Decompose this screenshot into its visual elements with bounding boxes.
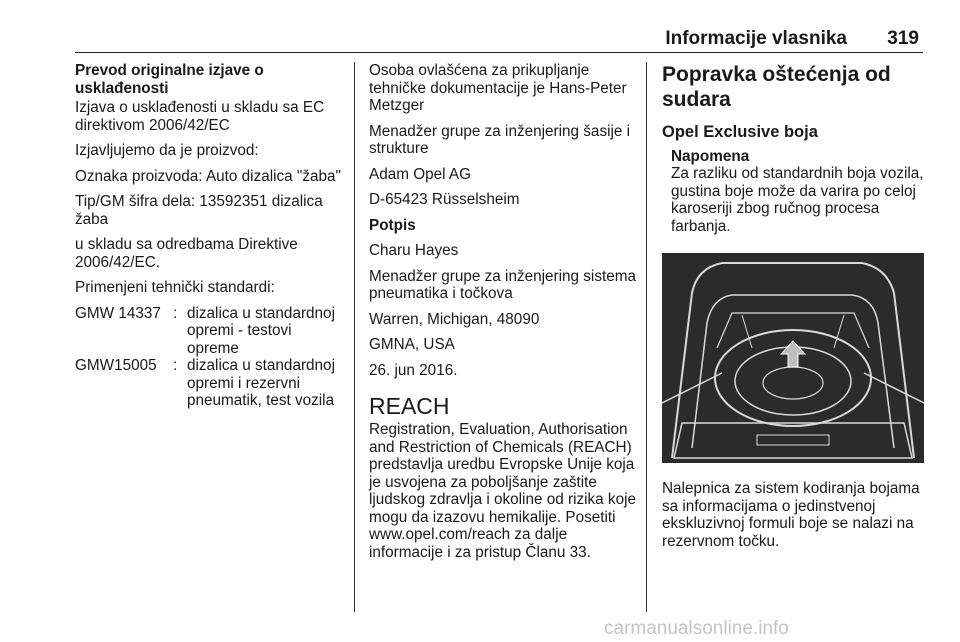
paragraph: u skladu sa odredbama Direktive 2006/42/EC. <box>75 236 298 271</box>
standard-row <box>75 305 343 358</box>
paragraph: GMNA, USA <box>369 336 455 353</box>
column-divider <box>646 62 647 612</box>
paragraph: Tip/GM šifra dela: 13592351 dizalica žaba <box>75 193 323 228</box>
column-divider <box>354 62 355 612</box>
paragraph: D-65423 Rüsselsheim <box>369 191 520 208</box>
watermark: carmanualsonline.info <box>604 618 789 639</box>
trunk-illustration <box>662 253 924 463</box>
trunk-spare-wheel-drawing <box>662 253 924 463</box>
reach-paragraph: Registration, Evaluation, Authorisation and Restriction of Chemicals (REACH) predstavlja uredbu Evropske Unije koja je usvojena za poboljšanje zaštite ljudskog zdravlja i okoline od rizika koje mogu da izazovu hemikalije. Posetiti www.opel.com/reach za dalje informacije i za pristup Članu 33. <box>369 421 636 561</box>
column-right <box>662 62 930 235</box>
paragraph: Menadžer grupe za inženjering sistema pneumatika i točkova <box>369 267 636 302</box>
illustration-caption: Nalepnica za sistem kodiranja bojama sa informacijama o jedinstvenoj ekskluzivnoj formuli boje se nalazi na rezervnom točku. <box>662 480 920 550</box>
header-title: Informacije vlasnika <box>665 28 847 49</box>
standard-description: dizalica u standardnoj opremi i rezervni pneumatik, test vozila <box>187 357 335 409</box>
section-heading: Prevod originalne izjave o usklađenosti <box>75 62 264 97</box>
paragraph: Charu Hayes <box>369 242 459 259</box>
paragraph: Primenjeni tehnički standardi: <box>75 279 275 296</box>
column-left <box>75 62 343 410</box>
reach-heading: REACH <box>369 393 450 419</box>
column-middle <box>369 62 641 569</box>
paragraph: Adam Opel AG <box>369 165 472 183</box>
paragraph: Izjava o usklađenosti u skladu sa EC direktivom 2006/42/EC <box>75 99 325 134</box>
paragraph: 26. jun 2016. <box>369 361 458 379</box>
standard-row <box>75 357 343 410</box>
section-title: Popravka oštećenja od sudara <box>662 63 891 111</box>
standard-code: GMW 14337 <box>75 304 161 322</box>
paragraph: Menadžer grupe za inženjering šasije i strukture <box>369 122 631 157</box>
standard-description: dizalica u standardnoj opremi - testovi opreme <box>187 304 335 357</box>
page-number: 319 <box>887 28 919 49</box>
standard-code: GMW15005 <box>75 357 157 374</box>
section-subtitle: Opel Exclusive boja <box>662 123 818 141</box>
note-heading: Napomena <box>671 147 750 165</box>
paragraph: Warren, Michigan, 48090 <box>369 310 540 328</box>
signature-label: Potpis <box>369 216 416 234</box>
note-text: Za razliku od standardnih boja vozila, gustina boje može da varira po celoj karoseriji zbog ručnog procesa farbanja. <box>671 165 924 235</box>
paragraph: Osoba ovlašćena za prikupljanje tehničke dokumentacije je Hans-Peter Metzger <box>369 62 627 114</box>
standard-separator: : <box>173 357 178 374</box>
paragraph: Oznaka proizvoda: Auto dizalica "žaba" <box>75 167 341 185</box>
standard-separator: : <box>173 304 178 322</box>
paragraph: Izjavljujemo da je proizvod: <box>75 142 259 159</box>
page-header <box>75 26 923 53</box>
note-block <box>671 148 930 236</box>
